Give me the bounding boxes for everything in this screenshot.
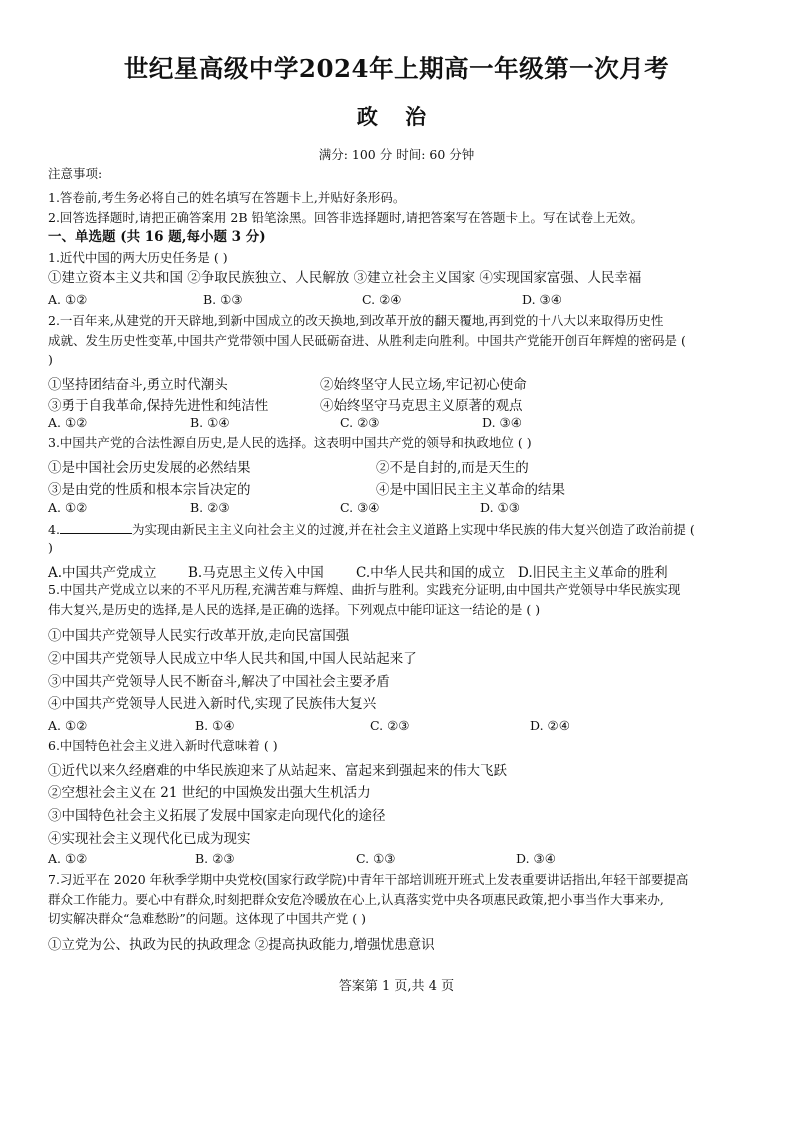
q5-option-b: B. ①④ xyxy=(195,718,235,733)
q5-statement-3: ③中国共产党领导人民不断奋斗,解决了中国社会主要矛盾 xyxy=(48,674,390,690)
q5-statement-2: ②中国共产党领导人民成立中华人民共和国,中国人民站起来了 xyxy=(48,651,417,667)
q5-option-d: D. ②④ xyxy=(530,718,570,733)
q4-number: 4. xyxy=(48,522,60,537)
q4-option-a: A.中国共产党成立 xyxy=(48,565,157,581)
q1-option-a: A. ①② xyxy=(48,292,88,307)
q7-stem-line3: 切实解决群众“急难愁盼”的问题。这体现了中国共产党 ( ) xyxy=(48,911,366,926)
q4-option-c: C.中华人民共和国的成立 xyxy=(356,565,506,581)
q3-option-a: A. ①② xyxy=(48,500,88,515)
q3-stem: 3.中国共产党的合法性源自历史,是人民的选择。这表明中国共产党的领导和执政地位 ( ) xyxy=(48,435,532,450)
q2-option-c: C. ②③ xyxy=(340,415,380,430)
q6-statement-2: ②空想社会主义在 21 世纪的中国焕发出强大生机活力 xyxy=(48,785,371,801)
q6-statement-1: ①近代以来久经磨难的中华民族迎来了从站起来、富起来到强起来的伟大飞跃 xyxy=(48,763,507,779)
q6-option-a: A. ①② xyxy=(48,851,88,866)
q1-statements: ①建立资本主义共和国 ②争取民族独立、人民解放 ③建立社会主义国家 ④实现国家富强、人民幸福 xyxy=(48,270,642,286)
q2-option-b: B. ①④ xyxy=(190,415,230,430)
q2-statement-2: ②始终坚守人民立场,牢记初心使命 xyxy=(320,377,527,393)
q3-option-c: C. ③④ xyxy=(340,500,380,515)
exam-subject: 政 治 xyxy=(356,104,437,129)
section-title: 一、单选题 (共 16 题,每小题 3 分) xyxy=(48,229,266,245)
q4-option-b: B.马克思主义传入中国 xyxy=(188,565,324,581)
q1-option-b: B. ①③ xyxy=(203,292,243,307)
q4-stem-line1 xyxy=(48,521,695,538)
q6-stem: 6.中国特色社会主义进入新时代意味着 ( ) xyxy=(48,738,278,753)
q5-stem-line1: 5.中国共产党成立以来的不平凡历程,充满苦难与辉煌、曲折与胜利。实践充分证明,由中国共产党领导中华民族实现 xyxy=(48,582,681,597)
q5-statement-1: ①中国共产党领导人民实行改革开放,走向民富国强 xyxy=(48,628,350,644)
q7-stem-line1: 7.习近平在 2020 年秋季学期中央党校(国家行政学院)中青年干部培训班开班式上发表重要讲话指出,年轻干部要提高 xyxy=(48,872,689,887)
page-footer: 答案第 1 页,共 4 页 xyxy=(338,979,455,994)
q2-option-d: D. ③④ xyxy=(482,415,522,430)
q6-option-d: D. ③④ xyxy=(516,851,556,866)
q2-statement-3: ③勇于自我革命,保持先进性和纯洁性 xyxy=(48,398,269,414)
q2-statement-1: ①坚持团结奋斗,勇立时代潮头 xyxy=(48,377,228,393)
q1-option-c: C. ②④ xyxy=(362,292,402,307)
q6-option-b: B. ②③ xyxy=(195,851,235,866)
q3-option-b: B. ②③ xyxy=(190,500,230,515)
q4-stem-line2: ) xyxy=(48,540,53,555)
q3-statement-1: ①是中国社会历史发展的必然结果 xyxy=(48,460,251,476)
exam-meta: 满分: 100 分 时间: 60 分钟 xyxy=(318,147,475,162)
q4-option-d: D.旧民主主义革命的胜利 xyxy=(518,565,668,581)
q3-option-d: D. ①③ xyxy=(480,500,520,515)
q6-statement-3: ③中国特色社会主义拓展了发展中国家走向现代化的途径 xyxy=(48,808,386,824)
notice-item-2: 2.回答选择题时,请把正确答案用 2B 铅笔涂黑。回答非选择题时,请把答案写在答题卡上。写在试卷上无效。 xyxy=(48,210,643,225)
q5-option-c: C. ②③ xyxy=(370,718,410,733)
exam-title: 世纪星高级中学2024年上期高一年级第一次月考 xyxy=(123,54,670,83)
q7-stem-line2: 群众工作能力。要心中有群众,时刻把群众安危冷暖放在心上,认真落实党中央各项惠民政策,把小事当作大事来办, xyxy=(48,892,664,907)
q4-blank xyxy=(60,521,132,534)
q2-option-a: A. ①② xyxy=(48,415,88,430)
q2-stem-line3: ) xyxy=(48,352,53,367)
q2-stem-line2: 成就、发生历史性变革,中国共产党带领中国人民砥砺奋进、从胜利走向胜利。中国共产党能开创百年辉煌的密码是 ( xyxy=(48,333,686,348)
q6-statement-4: ④实现社会主义现代化已成为现实 xyxy=(48,831,251,847)
q5-option-a: A. ①② xyxy=(48,718,88,733)
q6-option-c: C. ①③ xyxy=(356,851,396,866)
q1-stem: 1.近代中国的两大历史任务是 ( ) xyxy=(48,250,228,265)
q3-statement-2: ②不是自封的,而是天生的 xyxy=(376,460,529,476)
q1-option-d: D. ③④ xyxy=(522,292,562,307)
q7-statement-1: ①立党为公、执政为民的执政理念 ②提高执政能力,增强忧患意识 xyxy=(48,937,435,953)
q2-stem-line1: 2.一百年来,从建党的开天辟地,到新中国成立的改天换地,到改革开放的翻天覆地,再到党的十八大以来取得历史性 xyxy=(48,313,664,328)
notice-heading: 注意事项: xyxy=(48,166,103,181)
notice-item-1: 1.答卷前,考生务必将自己的姓名填写在答题卡上,并贴好条形码。 xyxy=(48,190,406,205)
q5-stem-line2: 伟大复兴,是历史的选择,是人民的选择,是正确的选择。下列观点中能印证这一结论的是 ( ) xyxy=(48,602,541,617)
q3-statement-3: ③是由党的性质和根本宗旨决定的 xyxy=(48,482,251,498)
q3-statement-4: ④是中国旧民主主义革命的结果 xyxy=(376,482,565,498)
q4-stem-text: 为实现由新民主主义向社会主义的过渡,并在社会主义道路上实现中华民族的伟大复兴创造了政治前提 ( xyxy=(131,522,695,537)
q5-statement-4: ④中国共产党领导人民进入新时代,实现了民族伟大复兴 xyxy=(48,696,377,712)
q2-statement-4: ④始终坚守马克思主义原著的观点 xyxy=(320,398,523,414)
